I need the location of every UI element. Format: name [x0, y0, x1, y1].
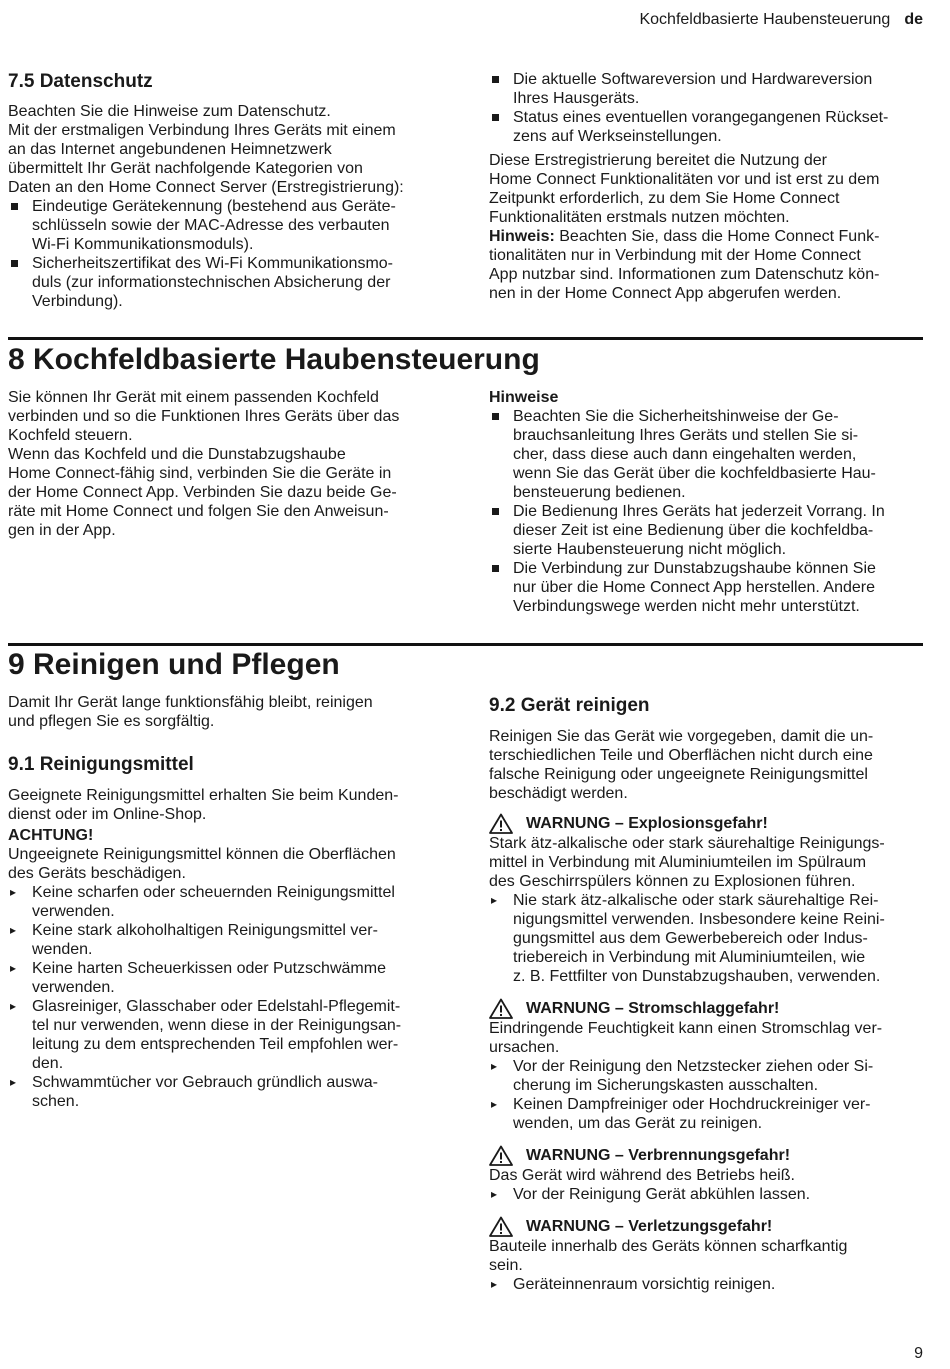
section-9-left [8, 693, 438, 1111]
text-line: sierte Haubensteuerung nicht möglich. [513, 541, 787, 558]
warning-triangle-icon [489, 998, 513, 1019]
text-line: mittel in Verbindung mit Aluminiumteilen im Spülraum [489, 854, 867, 871]
text-line: verwenden. [32, 979, 115, 996]
section-7-5-bullets [8, 197, 438, 311]
header-title: Kochfeldbasierte Haubensteuerung [639, 11, 891, 28]
section-8-right [489, 388, 919, 616]
section-9-1-bullets [8, 883, 438, 1111]
text-line: nur über die Home Connect App herstellen. Andere [513, 579, 876, 596]
text-line: Verbindung). [32, 293, 123, 310]
warning-title-row [489, 1216, 919, 1237]
text-line: ▸ Nie stark ätz-alkalische oder stark säurehaltige Rei- [513, 892, 879, 909]
registration-paragraph [489, 151, 919, 227]
section-7-5-text [8, 102, 438, 197]
list-item [8, 254, 438, 311]
text-line: Die Bedienung Ihres Geräts hat jederzeit Vorrang. In [513, 503, 885, 520]
text-line: schen. [32, 1093, 80, 1110]
text-line: Kochfeld steuern. [8, 427, 133, 444]
text-line: cher, dass diese auch dann eingehalten werden, [513, 446, 857, 463]
text-line: Die aktuelle Softwareversion und Hardwareversion [513, 71, 873, 88]
text-line: sein. [489, 1257, 523, 1274]
text-line: Status eines eventuellen vorangegangenen Rückset- [513, 109, 889, 126]
language-code: de [904, 11, 923, 28]
text-line: Bauteile innerhalb des Geräts können scharfkantig [489, 1238, 848, 1255]
text-line: Stark ätz-alkalische oder stark säurehaltige Reinigungs- [489, 835, 885, 852]
text-line: des Geschirrspülers können zu Explosionen führen. [489, 873, 856, 890]
text-line: terschiedlichen Teile und Oberflächen nicht durch eine [489, 747, 873, 764]
warning-electric-shock [489, 998, 919, 1133]
list-item [489, 70, 919, 108]
section-divider [8, 337, 923, 340]
list-item [489, 1275, 919, 1294]
text-line: Geeignete Reinigungsmittel erhalten Sie beim Kunden- [8, 787, 399, 804]
text-line: ursachen. [489, 1039, 560, 1056]
text-line: Wenn das Kochfeld und die Dunstabzugshaube [8, 446, 346, 463]
list-item [8, 959, 438, 997]
text-line: Home Connect-fähig sind, verbinden Sie die Geräte in [8, 465, 392, 482]
text-line: ▸ Keine harten Scheuerkissen oder Putzschwämme [32, 960, 386, 977]
text-line: Ungeeignete Reinigungsmittel können die Oberflächen [8, 846, 396, 863]
warning-title-row [489, 813, 919, 834]
warning-bullets [489, 1057, 919, 1133]
section-9-2-heading: 9.2 Gerät reinigen [489, 695, 650, 716]
text-line: nen in der Home Connect App abgerufen werden. [489, 285, 842, 302]
text-line: des Geräts beschädigen. [8, 865, 186, 882]
warning-bullets [489, 891, 919, 986]
section-9-heading: 9 Reinigen und Pflegen [8, 648, 340, 681]
text-line: z. B. Fettfilter von Dunstabzugshauben, verwenden. [513, 968, 881, 985]
text-line: ▸ Keine stark alkoholhaltigen Reinigungsmittel ver- [32, 922, 378, 939]
text-line: an das Internet angebundenen Heimnetzwerk [8, 141, 332, 158]
text-line: ▸ Schwammtücher vor Gebrauch gründlich auswa- [32, 1074, 378, 1091]
text-line: und pflegen Sie es sorgfältig. [8, 713, 215, 730]
warning-bullets [489, 1275, 919, 1294]
text-line: den. [32, 1055, 64, 1072]
text-line: Wi-Fi Kommunikationsmoduls). [32, 236, 254, 253]
text-line: Beachten Sie die Hinweise zum Datenschutz. [8, 103, 331, 120]
text-line: Damit Ihr Gerät lange funktionsfähig bleibt, reinigen [8, 694, 373, 711]
warning-triangle-icon [489, 813, 513, 834]
text-line: triebereich in Verbindung mit Aluminiumteilen, wie [513, 949, 866, 966]
text-line: verbinden und so die Funktionen Ihres Geräts über das [8, 408, 400, 425]
text-line: Funktionalitäten erstmals nutzen möchten. [489, 209, 790, 226]
text-line: Ihres Hausgeräts. [513, 90, 640, 107]
text-line: wenn Sie das Gerät über die kochfeldbasierte Hau- [513, 465, 876, 482]
list-item [489, 891, 919, 986]
text-line: ▸ Keinen Dampfreiniger oder Hochdruckreiniger ver- [513, 1096, 871, 1113]
text-line: dieser Zeit ist eine Bedienung über die kochfeldba- [513, 522, 874, 539]
warning-title: WARNUNG – Explosionsgefahr! [526, 815, 768, 832]
warning-title: WARNUNG – Verbrennungsgefahr! [526, 1147, 791, 1164]
text-line: zens auf Werkseinstellungen. [513, 128, 722, 145]
list-item [8, 1073, 438, 1111]
text-line: falsche Reinigung oder ungeeignete Reinigungsmittel [489, 766, 868, 783]
section-7-5-right-bullets [489, 70, 919, 146]
text-line: Zeitpunkt erforderlich, zu dem Sie Home Connect [489, 190, 840, 207]
text-line: ▸ Vor der Reinigung den Netzstecker ziehen oder Si- [513, 1058, 874, 1075]
list-item [489, 502, 919, 559]
warning-burn [489, 1145, 919, 1204]
text-line: Eindringende Feuchtigkeit kann einen Stromschlag ver- [489, 1020, 883, 1037]
section-divider [8, 643, 923, 646]
warning-title: WARNUNG – Verletzungsgefahr! [526, 1218, 773, 1235]
text-line: wenden, um das Gerät zu reinigen. [513, 1115, 763, 1132]
text-line: duls (zur informationstechnischen Absicherung der [32, 274, 391, 291]
text-line: Mit der erstmaligen Verbindung Ihres Geräts mit einem [8, 122, 396, 139]
warning-title: WARNUNG – Stromschlaggefahr! [526, 1000, 780, 1017]
text-line: gen in der App. [8, 522, 116, 539]
text-line: wenden. [32, 941, 93, 958]
text-line: verwenden. [32, 903, 115, 920]
text-line: ▸ Geräteinnenraum vorsichtig reinigen. [513, 1276, 776, 1293]
text-line: übermittelt Ihr Gerät nachfolgende Kategorien von [8, 160, 363, 177]
list-item [8, 197, 438, 254]
section-7-5-heading: 7.5 Datenschutz [8, 71, 153, 92]
section-8-heading: 8 Kochfeldbasierte Haubensteuerung [8, 343, 540, 376]
text-line: Beachten Sie, dass die Home Connect Funk- [554, 228, 880, 245]
text-line: bensteuerung bedienen. [513, 484, 686, 501]
text-line: Home Connect Funktionalitäten vor und ist erst zu dem [489, 171, 880, 188]
text-line: der Home Connect App. Verbinden Sie dazu beide Ge- [8, 484, 397, 501]
text-line: Verbindungswege werden nicht mehr unterstützt. [513, 598, 860, 615]
warning-triangle-icon [489, 1145, 513, 1166]
text-line: cherung im Sicherungskasten ausschalten. [513, 1077, 819, 1094]
text-line: ▸ Keine scharfen oder scheuernden Reinigungsmittel [32, 884, 395, 901]
list-item [489, 407, 919, 502]
text-line: schlüsseln sowie der MAC-Adresse des verbauten [32, 217, 390, 234]
text-line: leitung zu dem entsprechenden Teil empfohlen wer- [32, 1036, 399, 1053]
text-line: Reinigen Sie das Gerät wie vorgegeben, damit die un- [489, 728, 874, 745]
text-line: Sicherheitszertifikat des Wi-Fi Kommunikationsmo- [32, 255, 393, 272]
text-line: dienst oder im Online-Shop. [8, 806, 207, 823]
page-number: 9 [914, 1345, 923, 1362]
text-line: tel nur verwenden, wenn diese in der Reinigungsan- [32, 1017, 402, 1034]
running-header [639, 10, 923, 30]
text-line: ▸ Vor der Reinigung Gerät abkühlen lassen. [513, 1186, 811, 1203]
section-9-right [489, 694, 919, 1294]
text-line: gungsmittel aus dem Gewerbebereich oder Indus- [513, 930, 868, 947]
list-item [8, 921, 438, 959]
list-item [8, 883, 438, 921]
text-line: Eindeutige Gerätekennung (bestehend aus Geräte- [32, 198, 396, 215]
warning-bullets [489, 1185, 919, 1204]
section-7-5-left [8, 70, 438, 311]
warning-injury [489, 1216, 919, 1294]
hinweis-paragraph [489, 227, 919, 303]
text-line: Daten an den Home Connect Server (Erstregistrierung): [8, 179, 404, 196]
text-line: räte mit Home Connect und folgen Sie den Anweisun- [8, 503, 389, 520]
list-item [489, 559, 919, 616]
warning-title-row [489, 1145, 919, 1166]
section-7-5-right [489, 70, 919, 303]
list-item [489, 1057, 919, 1095]
text-line: Sie können Ihr Gerät mit einem passenden Kochfeld [8, 389, 379, 406]
text-line: ▸ Glasreiniger, Glasschaber oder Edelstahl-Pflegemit- [32, 998, 401, 1015]
section-9-1-heading: 9.1 Reinigungsmittel [8, 754, 194, 775]
text-line: nigungsmittel verwenden. Insbesondere keine Reini- [513, 911, 885, 928]
text-line: brauchsanleitung Ihres Geräts und stellen Sie si- [513, 427, 859, 444]
hinweis-label: Hinweis: [489, 228, 555, 245]
warning-title-row [489, 998, 919, 1019]
list-item [489, 108, 919, 146]
text-line: Das Gerät wird während des Betriebs heiß. [489, 1167, 795, 1184]
text-line: Die Verbindung zur Dunstabzugshaube können Sie [513, 560, 876, 577]
text-line: Diese Erstregistrierung bereitet die Nutzung der [489, 152, 827, 169]
list-item [489, 1095, 919, 1133]
section-8-left [8, 388, 438, 540]
hinweise-title: Hinweise [489, 389, 559, 406]
section-8-bullets [489, 407, 919, 616]
text-line: App nutzbar sind. Informationen zum Datenschutz kön- [489, 266, 880, 283]
text-line: beschädigt werden. [489, 785, 628, 802]
text-line: Beachten Sie die Sicherheitshinweise der Ge- [513, 408, 839, 425]
achtung-label: ACHTUNG! [8, 827, 94, 844]
warning-triangle-icon [489, 1216, 513, 1237]
text-line: tionalitäten nur in Verbindung mit der Home Connect [489, 247, 861, 264]
list-item [489, 1185, 919, 1204]
list-item [8, 997, 438, 1073]
warning-explosion [489, 813, 919, 986]
